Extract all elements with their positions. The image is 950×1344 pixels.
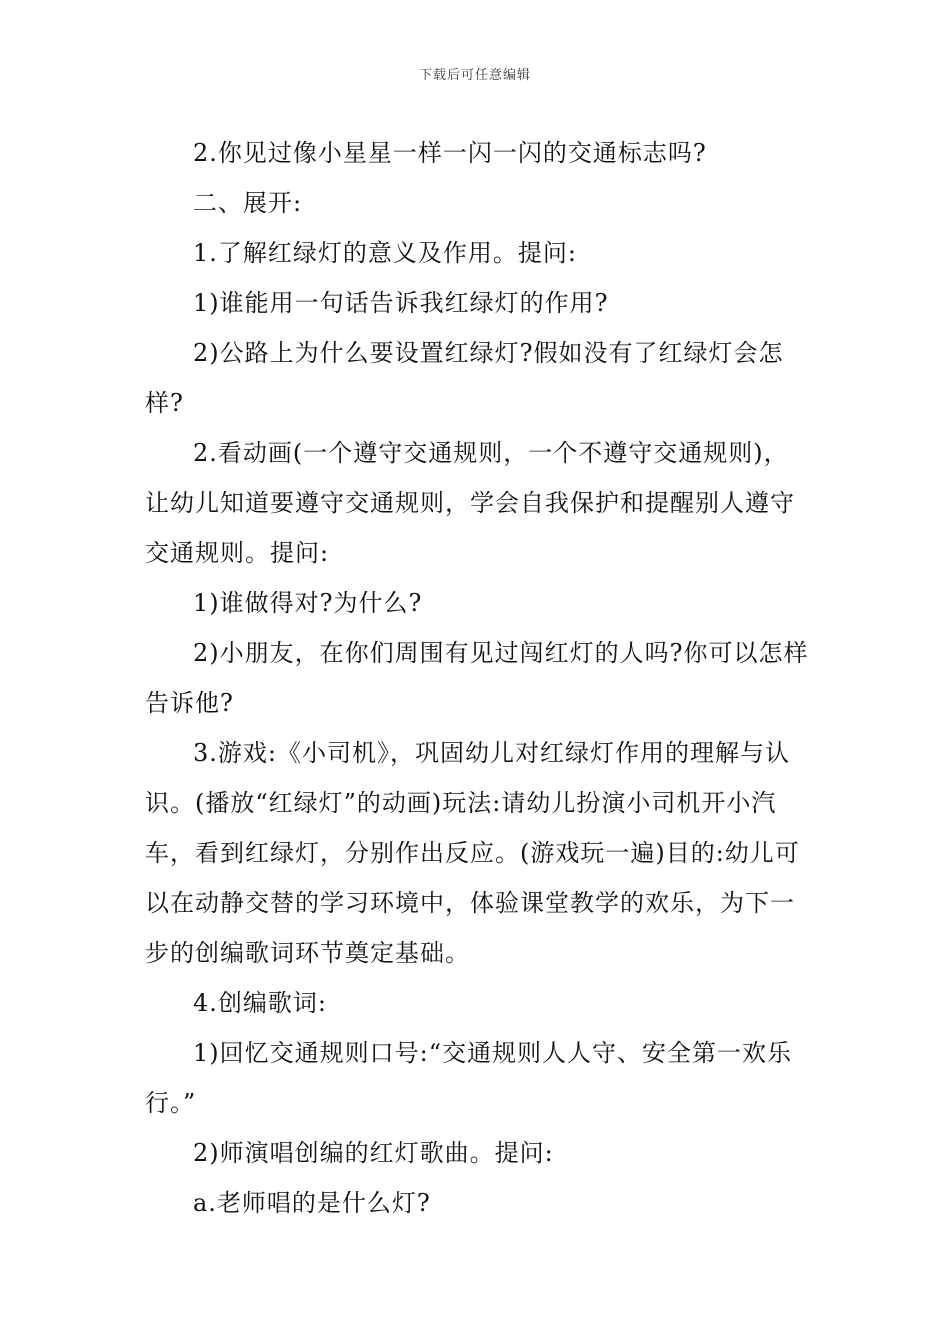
paragraph: 1)谁做得对?为什么?: [193, 589, 423, 617]
document-body: [145, 128, 810, 1228]
paragraph: 2.看动画(一个遵守交通规则，一个不遵守交通规则)，让幼儿知道要遵守交通规则，学会自我保护和提醒别人遵守交通规则。提问:: [145, 439, 795, 567]
page-header: 下载后可任意编辑: [418, 68, 531, 83]
paragraph: 2)师演唱创编的红灯歌曲。提问:: [193, 1139, 554, 1167]
paragraph: 1)谁能用一句话告诉我红绿灯的作用?: [193, 289, 609, 317]
paragraph: 2)公路上为什么要设置红绿灯?假如没有了红绿灯会怎样?: [145, 339, 784, 417]
paragraph: 1.了解红绿灯的意义及作用。提问:: [193, 239, 577, 267]
paragraph: a.老师唱的是什么灯?: [193, 1189, 431, 1217]
paragraph: 3.游戏:《小司机》，巩固幼儿对红绿灯作用的理解与认识。(播放“红绿灯”的动画)玩法:请幼儿扮演小司机开小汽车，看到红绿灯，分别作出反应。(游戏玩一遍)目的:幼儿可以在动静交替的学习环境中，体验课堂教学的欢乐，为下一步的创编歌词环节奠定基础。: [145, 739, 800, 967]
paragraph: 4.创编歌词:: [193, 989, 327, 1017]
section-heading: 二、展开:: [193, 189, 303, 217]
paragraph: 2)小朋友，在你们周围有见过闯红灯的人吗?你可以怎样告诉他?: [145, 639, 809, 717]
paragraph: 1)回忆交通规则口号:“交通规则人人守、安全第一欢乐行。”: [145, 1039, 792, 1117]
paragraph: 2.你见过像小星星一样一闪一闪的交通标志吗?: [193, 139, 707, 167]
